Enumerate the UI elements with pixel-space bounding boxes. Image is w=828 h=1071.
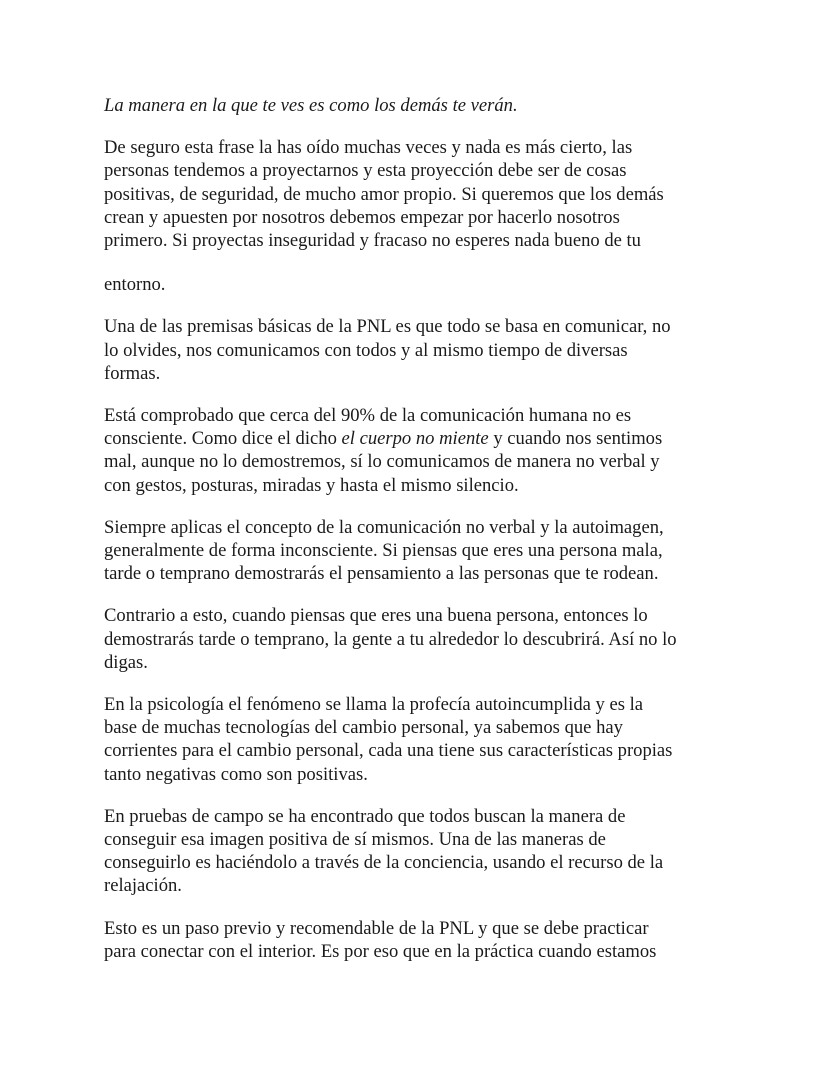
- text-line: conseguirlo es haciéndolo a través de la conciencia, usando el recurso de la: [104, 852, 664, 874]
- text-line: demostrarás tarde o temprano, la gente a tu alrededor lo descubrirá. Así no lo: [104, 628, 677, 650]
- text-line: generalmente de forma inconsciente. Si piensas que eres una persona mala,: [104, 540, 663, 562]
- text-line: tarde o temprano demostrarás el pensamiento a las personas que te rodean.: [104, 563, 659, 585]
- paragraph: [104, 917, 736, 963]
- paragraph: [104, 404, 736, 497]
- text-line: formas.: [104, 362, 161, 384]
- text-line: En pruebas de campo se ha encontrado que todos buscan la manera de: [104, 805, 626, 827]
- paragraph: [104, 604, 736, 674]
- text-line: tanto negativas como son positivas.: [104, 763, 368, 785]
- text-line: entorno.: [104, 274, 166, 296]
- text-line: con gestos, posturas, miradas y hasta el mismo silencio.: [104, 474, 519, 496]
- text-line: relajación.: [104, 875, 182, 897]
- text-line: primero. Si proyectas inseguridad y fracaso no esperes nada bueno de tu: [104, 230, 641, 252]
- text-segment: y cuando nos sentimos: [488, 428, 663, 450]
- paragraph: [104, 805, 736, 898]
- text-line: mal, aunque no lo demostremos, sí lo comunicamos de manera no verbal y: [104, 451, 660, 473]
- paragraph: [104, 273, 736, 296]
- text-line: base de muchas tecnologías del cambio personal, ya sabemos que hay: [104, 717, 623, 739]
- emphasis-text: el cuerpo no miente: [341, 428, 489, 450]
- text-line: [104, 427, 736, 450]
- text-line: Una de las premisas básicas de la PNL es que todo se basa en comunicar, no: [104, 316, 671, 338]
- document-page: [104, 94, 736, 982]
- text-line: En la psicología el fenómeno se llama la profecía autoincumplida y es la: [104, 694, 644, 716]
- text-line: Contrario a esto, cuando piensas que eres una buena persona, entonces lo: [104, 605, 648, 627]
- text-line: De seguro esta frase la has oído muchas veces y nada es más cierto, las: [104, 137, 633, 159]
- text-line: para conectar con el interior. Es por eso que en la práctica cuando estamos: [104, 940, 657, 962]
- text-line: personas tendemos a proyectarnos y esta proyección debe ser de cosas: [104, 160, 627, 182]
- text-segment: consciente. Como dice el dicho: [104, 428, 342, 450]
- text-line: lo olvides, nos comunicamos con todos y al mismo tiempo de diversas: [104, 339, 628, 361]
- paragraph-quote: [104, 94, 736, 117]
- paragraph: [104, 693, 736, 786]
- text-line: Siempre aplicas el concepto de la comunicación no verbal y la autoimagen,: [104, 516, 664, 538]
- paragraph: [104, 516, 736, 586]
- text-line: corrientes para el cambio personal, cada una tiene sus características propias: [104, 740, 673, 762]
- text-line: crean y apuesten por nosotros debemos empezar por hacerlo nosotros: [104, 206, 620, 228]
- paragraph: [104, 136, 736, 252]
- text-line: Esto es un paso previo y recomendable de la PNL y que se debe practicar: [104, 917, 649, 939]
- text-line: conseguir esa imagen positiva de sí mismos. Una de las maneras de: [104, 829, 606, 851]
- paragraph: [104, 315, 736, 385]
- text-line: Está comprobado que cerca del 90% de la comunicación humana no es: [104, 405, 632, 427]
- text-line: digas.: [104, 651, 148, 673]
- text-line: positivas, de seguridad, de mucho amor propio. Si queremos que los demás: [104, 183, 664, 205]
- text-line: La manera en la que te ves es como los demás te verán.: [104, 95, 518, 116]
